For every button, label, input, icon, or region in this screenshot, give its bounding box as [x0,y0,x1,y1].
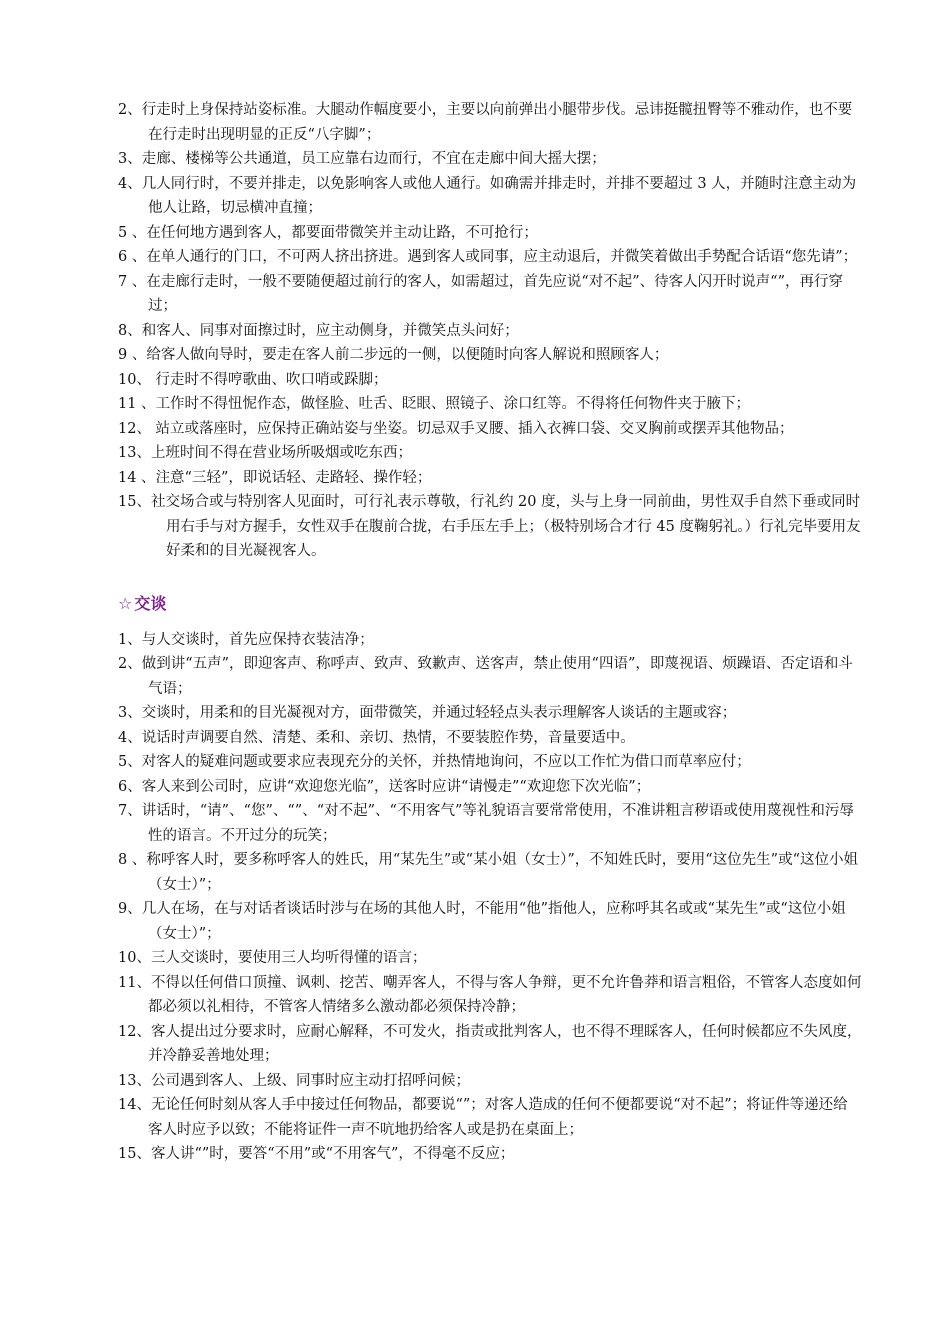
list-item [118,392,862,417]
list-item [118,1142,862,1167]
list-item [118,750,862,775]
item-text: 几人同行时，不要并排走，以免影响客人或他人通行。如确需并排走时，并排不要超过 3 人，并随时注意主动为他人让路，切忌横冲直撞； [141,175,857,216]
item-number: 10、 [118,950,151,966]
item-text: 和客人、同事对面擦过时，应主动侧身，并微笑点头问好； [141,322,519,339]
item-number: 14、 [118,1097,151,1113]
item-text: 无论任何时刻从客人手中接过任何物品，都要说“”；对客人造成的任何不便都要说“对不起”；将证件等递还给客人时应予以致；不能将证件一声不吭地扔给客人或是扔在桌面上； [148,1097,848,1138]
item-number: 11 、 [118,396,156,412]
item-number: 2、 [118,102,142,118]
item-text: 行走时上身保持站姿标准。大腿动作幅度要小，主要以向前弹出小腿带步伐。忌讳挺髋扭臀等不雅动作，也不要在行走时出现明显的正反“八字脚”； [141,102,853,143]
item-text: 交谈时，用柔和的目光凝视对方，面带微笑，并通过轻轻点头表示理解客人谈话的主题或容； [141,705,737,721]
item-text: 做到讲“五声”，即迎客声、称呼声、致声、致歉声、送客声，禁止使用“四语”，即蔑视语、烦躁语、否定语和斗气语； [141,656,853,697]
item-text: 在单人通行的门口，不可两人挤出挤进。遇到客人或同事，应主动退后，并微笑着做出手势配合话语“您先请”； [146,249,858,265]
item-number: 9、 [118,901,142,917]
item-number: 13、 [118,1072,151,1089]
list-item [118,946,862,971]
item-number: 3、 [118,705,142,721]
item-text: 在走廊行走时，一般不要随便超过前行的客人，如需超过，首先应说“对不起”、待客人闪开时说声“”，再行穿过； [146,273,843,314]
section-title: 交谈 [134,593,167,613]
list-item [118,628,862,653]
item-text: 走廊、楼梯等公共通道，员工应靠右边而行，不宜在走廊中间大摇大摆； [141,151,606,167]
item-text: 社交场合或与特别客人见面时，可行礼表示尊敬，行礼约 20 度，头与上身一同前曲，男性双手自然下垂或同时用右手与对方握手，女性双手在腹前合拢，右手压左手上；（极特别场合才行 45 度鞠躬礼。）行礼完毕要用友好柔和的目光凝视客人。 [150,494,861,559]
item-number: 11、 [118,974,151,991]
list-item [118,98,862,147]
item-number: 4、 [118,175,142,192]
list-item [118,172,862,221]
item-text: 工作时不得忸怩作态，做怪脸、吐舌、眨眼、照镜子、涂口红等。不得将任何物件夹于腋下； [155,396,751,412]
list-item [118,441,862,466]
list-item [118,726,862,751]
item-text: 公司遇到客人、上级、同事时应主动打招呼问候； [150,1072,470,1089]
talk-rules-list [118,628,862,1167]
list-item [118,799,862,848]
list-item [118,417,862,442]
item-number: 15、 [118,494,151,510]
item-text: 给客人做向导时，要走在客人前二步远的一侧，以便随时向客人解说和照顾客人； [146,347,669,363]
item-number: 10、 [118,371,151,388]
list-item [118,147,862,172]
list-item [118,319,862,344]
list-item [118,245,862,270]
item-text: 行走时不得哼歌曲、吹口哨或跺脚； [150,371,388,388]
item-number: 8 、 [118,852,147,868]
list-item [118,368,862,393]
list-item [118,1093,862,1142]
item-text: 几人在场，在与对话者谈话时涉与在场的其他人时，不能用“他”指他人，应称呼其名或或“某先生”或“这位小姐（女士）”； [141,901,846,942]
item-text: 三人交谈时，要使用三人均听得懂的语言； [150,950,427,966]
item-text: 称呼客人时，要多称呼客人的姓氏，用“某先生”或“某小姐（女士）”，不知姓氏时，要用“这位先生”或“这位小姐（女士）”； [146,852,858,893]
item-number: 14 、 [118,469,156,486]
item-number: 13、 [118,445,151,461]
star-icon: ☆ [118,593,133,613]
item-number: 5 、 [118,224,147,241]
item-number: 3、 [118,151,142,167]
list-item [118,1069,862,1094]
item-text: 不得以任何借口顶撞、讽刺、挖苦、嘲弄客人，不得与客人争辩，更不允许鲁莽和语言粗俗，不管客人态度如何都必须以礼相待，不管客人情绪多么激动都必须保持冷静； [148,974,862,1015]
item-text: 客人来到公司时，应讲“欢迎您光临”，送客时应讲“请慢走”“欢迎您下次光临”； [141,778,651,795]
item-number: 7 、 [118,273,147,290]
item-text: 上班时间不得在营业场所吸烟或吃东西； [150,445,412,461]
item-number: 15、 [118,1146,151,1162]
item-text: 与人交谈时，首先应保持衣装洁净； [141,631,374,648]
item-number: 6、 [118,778,142,795]
item-number: 9 、 [118,347,147,363]
item-number: 7、 [118,803,142,819]
list-item [118,701,862,726]
item-number: 12、 [118,420,151,437]
item-number: 4、 [118,729,142,746]
item-number: 1、 [118,631,142,648]
walking-rules-list [118,98,862,564]
list-item [118,971,862,1020]
item-text: 说话时声调要自然、清楚、柔和、亲切、热情，不要装腔作势，音量要适中。 [141,729,635,746]
list-item [118,775,862,800]
item-text: 注意“三轻”，即说话轻、走路轻、操作轻； [155,469,432,486]
item-text: 客人讲“”时，要答“不用”或“不用客气”，不得毫不反应； [150,1146,515,1162]
list-item [118,270,862,319]
list-item [118,1020,862,1069]
item-text: 客人提出过分要求时，应耐心解释，不可发火，指责或批判客人，也不得不理睬客人，任何时候都应不失风度，并冷静妥善地处理； [148,1023,862,1064]
list-item [118,652,862,701]
section-heading-talk [118,592,862,616]
item-number: 6 、 [118,249,147,265]
item-text: 讲话时，“请”、“您”、“”、“对不起”、“不用客气”等礼貌语言要常常使用，不准讲粗言秽语或使用蔑视性和污辱性的语言。不开过分的玩笑； [141,803,854,844]
list-item [118,221,862,246]
item-number: 2、 [118,656,142,672]
item-number: 12、 [118,1023,151,1040]
list-item [118,343,862,368]
item-text: 在任何地方遇到客人，都要面带微笑并主动让路，不可抢行； [146,224,538,241]
item-text: 站立或落座时，应保持正确站姿与坐姿。切忌双手叉腰、插入衣裤口袋、交叉胸前或摆弄其他物品； [150,420,794,437]
list-item [118,848,862,897]
list-item [118,897,862,946]
item-number: 5、 [118,754,142,770]
list-item [118,490,862,564]
item-number: 8、 [118,322,142,339]
list-item [118,466,862,491]
item-text: 对客人的疑难问题或要求应表现充分的关怀，并热情地询问，不应以工作忙为借口而草率应付； [141,754,751,770]
